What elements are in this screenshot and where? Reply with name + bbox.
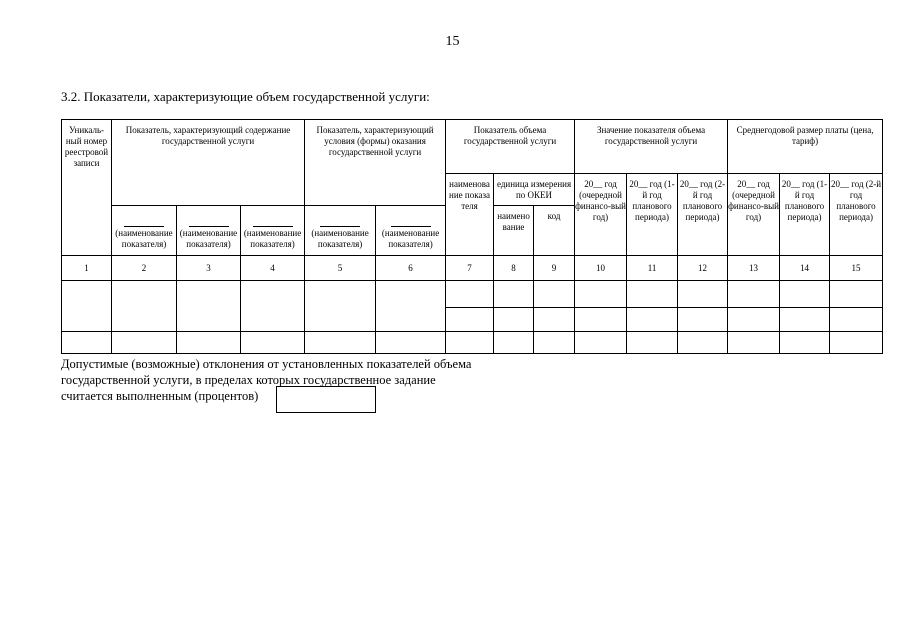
empty-cell[interactable] [575,332,627,354]
deviation-percent-field[interactable] [276,386,376,413]
empty-cell[interactable] [177,281,241,332]
empty-cell[interactable] [728,281,780,308]
empty-cell[interactable] [62,332,112,354]
header-value-plan-year-2: 20__ год (2-й год планового периода) [678,174,728,256]
empty-cell[interactable] [627,281,678,308]
table-row [62,332,883,354]
column-number: 6 [376,256,446,281]
column-number: 13 [728,256,780,281]
header-okei-code: код [534,206,575,256]
header-content-name-1: (наименование показателя) [112,206,177,256]
header-indicator-name: наименова ние показа теля [446,174,494,256]
blank-line [391,226,431,227]
empty-cell[interactable] [446,308,494,332]
note-line: Допустимые (возможные) отклонения от установленных показателей объема [61,357,472,371]
volume-indicators-table [61,119,883,354]
header-fee-plan-year-1: 20__ год (1-й год планового периода) [780,174,830,256]
header-content-name-3: (наименование показателя) [241,206,305,256]
empty-cell[interactable] [376,281,446,332]
empty-cell[interactable] [305,332,376,354]
header-content-name-2: (наименование показателя) [177,206,241,256]
column-number: 10 [575,256,627,281]
empty-cell[interactable] [494,308,534,332]
empty-cell[interactable] [534,332,575,354]
header-value-current-year: 20__ год (очередной финансо-вый год) [575,174,627,256]
empty-cell[interactable] [728,332,780,354]
section-title: 3.2. Показатели, характеризующие объем государственной услуги: [61,89,430,104]
empty-cell[interactable] [830,281,883,308]
empty-cell[interactable] [62,281,112,332]
column-number: 5 [305,256,376,281]
column-number: 11 [627,256,678,281]
column-number: 7 [446,256,494,281]
header-fee-current-year: 20__ год (очередной финансо-вый год) [728,174,780,256]
note-line: считается выполненным (процентов) [61,389,259,403]
empty-cell[interactable] [627,332,678,354]
header-conditions-name-1: (наименование показателя) [305,206,376,256]
empty-cell[interactable] [534,281,575,308]
blank-line [253,226,293,227]
empty-cell[interactable] [112,281,177,332]
empty-cell[interactable] [678,281,728,308]
column-number: 15 [830,256,883,281]
empty-cell[interactable] [376,332,446,354]
header-conditions-indicator: Показатель, характеризующий условия (формы) оказания государственной услуги [305,120,446,206]
empty-cell[interactable] [241,281,305,332]
column-number: 4 [241,256,305,281]
header-fee-plan-year-2: 20__ год (2-й год планового периода) [830,174,883,256]
header-volume-indicator: Показатель объема государственной услуги [446,120,575,174]
table-row [62,281,883,308]
header-value-plan-year-1: 20__ год (1-й год планового периода) [627,174,678,256]
column-number: 3 [177,256,241,281]
empty-cell[interactable] [678,332,728,354]
empty-cell[interactable] [534,308,575,332]
empty-cell[interactable] [494,332,534,354]
empty-cell[interactable] [678,308,728,332]
empty-cell[interactable] [575,281,627,308]
header-content-indicator: Показатель, характеризующий содержание государственной услуги [112,120,305,206]
empty-cell[interactable] [494,281,534,308]
column-number: 12 [678,256,728,281]
header-unique-number: Уникаль-ный номер реестровой записи [62,120,112,256]
empty-cell[interactable] [305,281,376,332]
empty-cell[interactable] [780,308,830,332]
header-okei-name: наимено вание [494,206,534,256]
blank-line [124,226,164,227]
empty-cell[interactable] [446,281,494,308]
empty-cell[interactable] [575,308,627,332]
header-average-fee: Среднегодовой размер платы (цена, тариф) [728,120,883,174]
blank-line [189,226,229,227]
empty-cell[interactable] [780,332,830,354]
deviation-note [61,356,471,404]
empty-cell[interactable] [177,332,241,354]
empty-cell[interactable] [830,332,883,354]
blank-line [320,226,360,227]
header-conditions-name-2: (наименование показателя) [376,206,446,256]
empty-cell[interactable] [830,308,883,332]
note-line: государственной услуги, в пределах которых государственное задание [61,373,436,387]
page-number: 15 [445,34,460,49]
empty-cell[interactable] [780,281,830,308]
empty-cell[interactable] [728,308,780,332]
empty-cell[interactable] [241,332,305,354]
header-volume-value: Значение показателя объема государственной услуги [575,120,728,174]
empty-cell[interactable] [627,308,678,332]
column-number: 2 [112,256,177,281]
empty-cell[interactable] [112,332,177,354]
column-number: 14 [780,256,830,281]
column-number: 8 [494,256,534,281]
empty-cell[interactable] [446,332,494,354]
header-okei-unit: единица измерения по ОКЕИ [494,174,575,206]
column-number: 1 [62,256,112,281]
column-number: 9 [534,256,575,281]
